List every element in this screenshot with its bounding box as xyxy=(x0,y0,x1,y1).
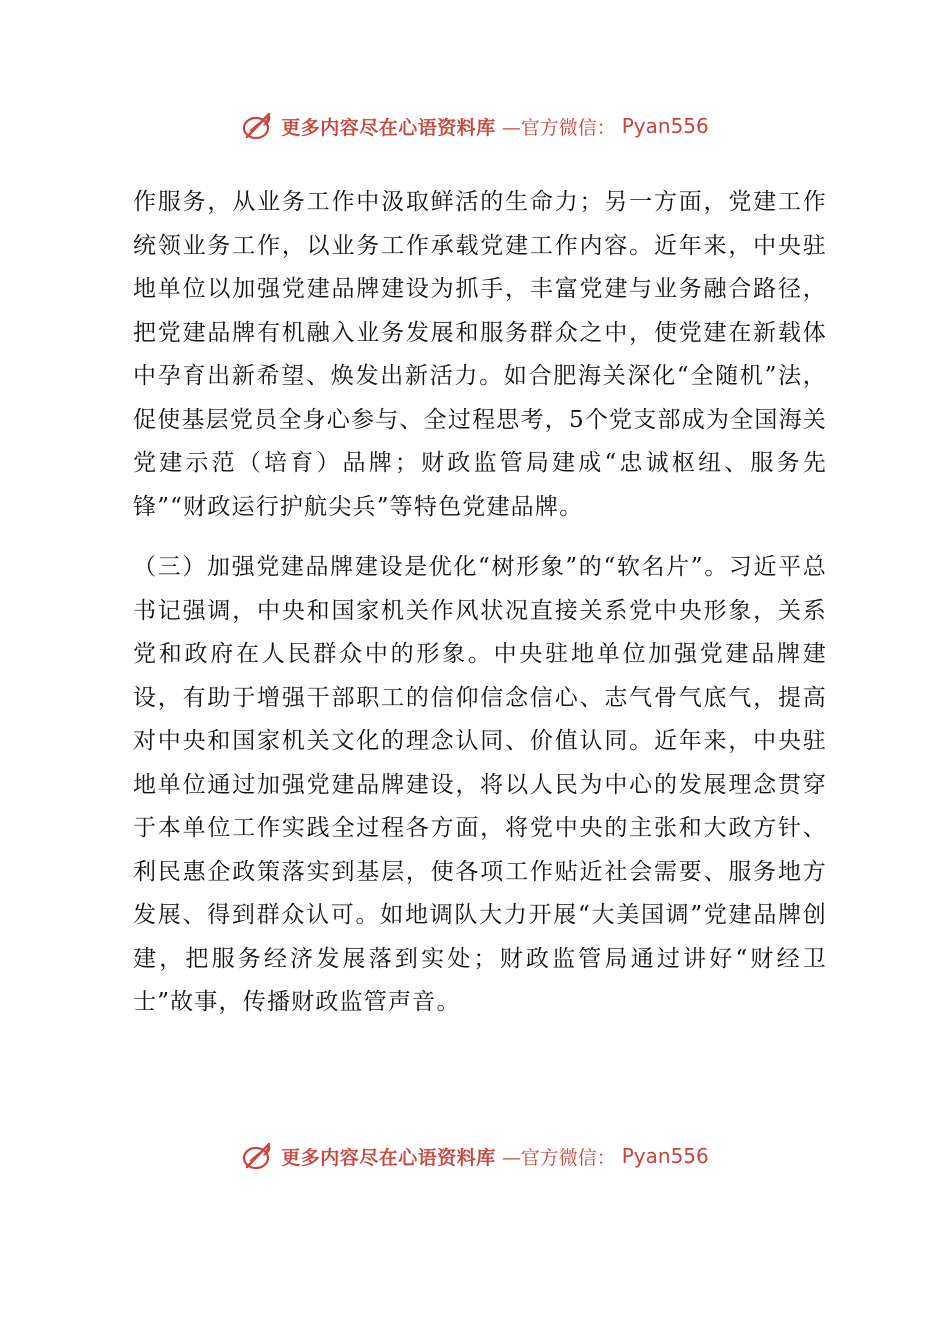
quill-logo-icon xyxy=(241,109,275,143)
paragraph-1: 作服务，从业务工作中汲取鲜活的生命力；另一方面，党建工作统领业务工作，以业务工作承载党建工作内容。近年来，中央驻地单位以加强党建品牌建设为抓手，丰富党建与业务融合路径，把党建品牌有机融入业务发展和服务群众之中，使党建在新载体中孕育出新希望、焕发出新活力。如合肥海关深化“全随机”法，促使基层党员全身心参与、全过程思考，5个党支部成为全国海关党建示范（培育）品牌；财政监管局建成“忠诚枢纽、服务先锋”“财政运行护航尖兵”等特色党建品牌。 xyxy=(133,189,827,520)
document-body xyxy=(133,181,827,1025)
paragraph-2: （三）加强党建品牌建设是优化“树形象”的“软名片”。习近平总书记强调，中央和国家机关作风状况直接关系党中央形象，关系党和政府在人民群众中的形象。中央驻地单位加强党建品牌建设，有助于增强干部职工的信仰信念信心、志气骨气底气，提高对中央和国家机关文化的理念认同、价值认同。近年来，中央驻地单位通过加强党建品牌建设，将以人民为中心的发展理念贯穿于本单位工作实践全过程各方面，将党中央的主张和大政方针、利民惠企政策落实到基层，使各项工作贴近社会需要、服务地方发展、得到群众认可。如地调队大力开展“大美国调”党建品牌创建，把服务经济发展落到实处；财政监管局通过讲好“财经卫士”故事，传播财政监管声音。 xyxy=(133,554,827,1015)
footer-banner xyxy=(0,1136,950,1176)
banner-main-text: 更多内容尽在心语资料库 xyxy=(281,1146,496,1169)
banner-sub-text: —官方微信： xyxy=(501,116,616,139)
banner-main-text: 更多内容尽在心语资料库 xyxy=(281,116,496,139)
header-banner xyxy=(0,106,950,146)
banner-wechat-id: Pyan556 xyxy=(621,1144,709,1168)
quill-logo-icon xyxy=(241,1139,275,1173)
banner-wechat-id: Pyan556 xyxy=(621,114,709,138)
banner-sub-text: —官方微信： xyxy=(501,1146,616,1169)
